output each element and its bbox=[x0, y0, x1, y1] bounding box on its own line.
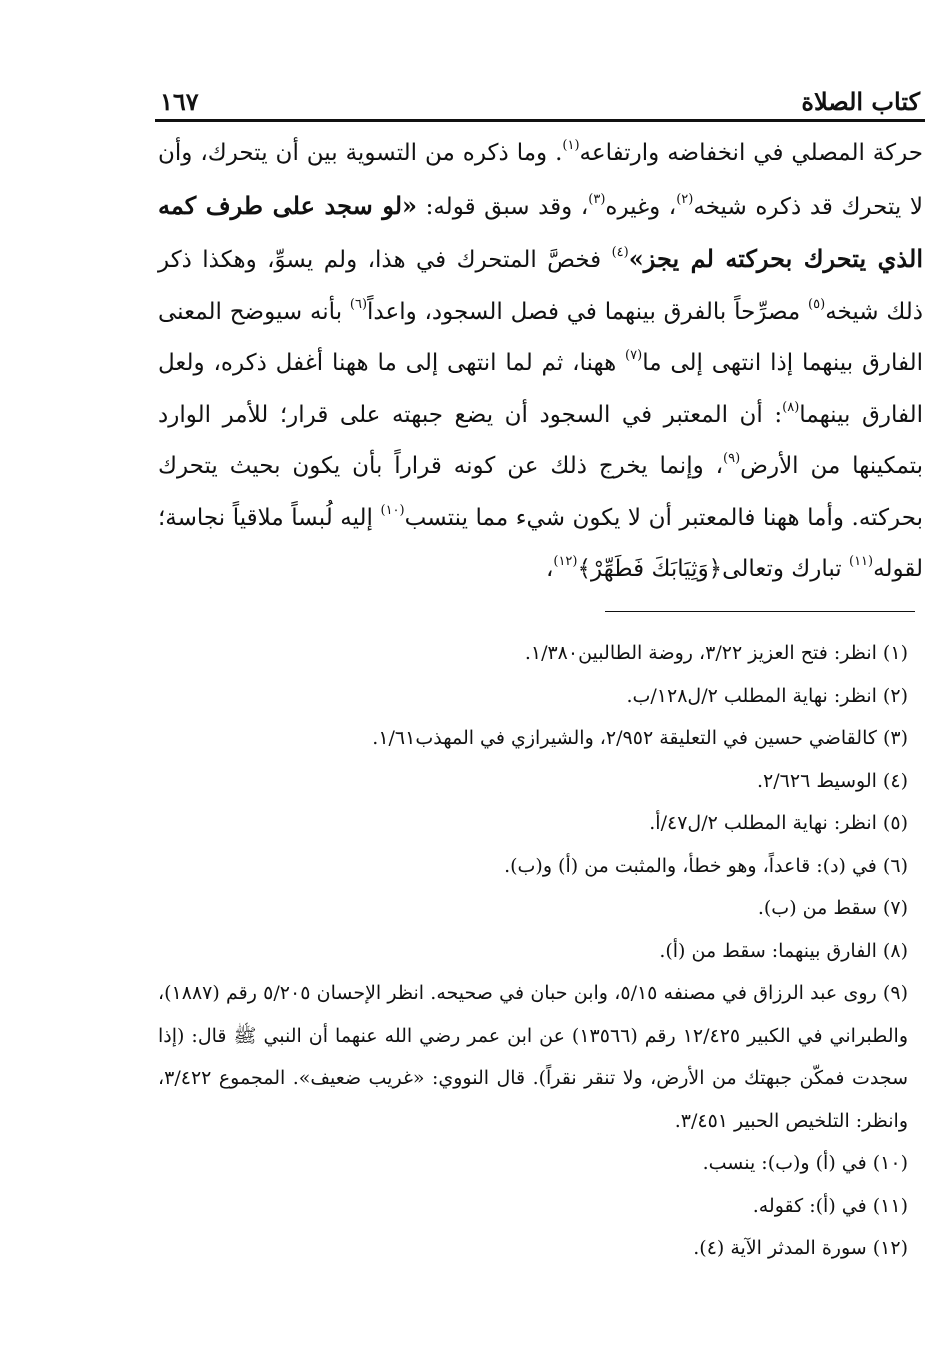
main-text bbox=[158, 128, 923, 596]
quran-verse: تبارك وتعالى﴿وَثِيَابَكَ فَطَهِّرْ﴾ bbox=[577, 556, 849, 582]
footnote-6: (٦) في (د): قاعداً، وهو خطأ، والمثبت من (أ) و(ب). bbox=[504, 854, 908, 877]
footnote-ref: (٧) bbox=[625, 348, 643, 363]
footnote-ref: (٦) bbox=[349, 296, 368, 312]
page-number: ١٦٧ bbox=[160, 87, 199, 116]
body-text-run: ههنا، ثم لما انتهى إلى ما ههنا أغفل ذكره، ولعل الفارق بينهما bbox=[158, 350, 923, 428]
footnote-ref: (٢) bbox=[676, 191, 694, 207]
chapter-title: كتاب الصلاة bbox=[801, 87, 920, 116]
footnote-5: (٥) انظر: نهاية المطلب ٢/ل٤٧/أ. bbox=[649, 812, 908, 834]
footnote-10: (١٠) في (أ) و(ب): ينسب. bbox=[702, 1152, 908, 1174]
body-text-run: فخصَّ المتحرك في هذا، ولم يسوِّ، وهكذا ذكر ذلك شيخه bbox=[158, 247, 924, 325]
footnote-9: (٩) روى عبد الرزاق في مصنفه ٥/١٥، وابن حبان في صحيحه. انظر الإحسان ٥/٢٠٥ رقم (١٨٨٧)، والطبراني في الكبير ١٢/٤٢٥ رقم (١٣٥٦٦) عن ابن عمر رضي الله عنهما أن النبي ﷺ قال: (إذا سجدت فمكّن جبهتك من الأرض، ولا تنقر نقراً). قال النووي: «غريب ضعيف». المجموع ٣/٤٢٢، وانظر: التلخيص الحبير ٣/٤٥١. bbox=[158, 982, 908, 1132]
footnote-separator bbox=[605, 611, 915, 612]
running-head bbox=[160, 82, 920, 116]
footnote-1: (١) انظر: فتح العزيز ٣/٢٢، روضة الطالبين١/٣٨٠. bbox=[524, 642, 908, 664]
footnote-7: (٧) سقط من (ب). bbox=[757, 897, 908, 919]
body-text-run: مصرِّحاً بالفرق بينهما في فصل السجود، واعداً bbox=[367, 298, 809, 325]
body-text-run: ، وغيره bbox=[605, 193, 677, 220]
body-text-run: ، وقد سبق قوله: bbox=[417, 193, 589, 220]
footnote-ref: (٤) bbox=[611, 245, 629, 260]
footnote-ref: (٥) bbox=[808, 296, 826, 312]
footnote-12: (١٢) سورة المدثر الآية (٤). bbox=[693, 1237, 908, 1259]
body-text-run: حركة المصلي في انخفاضه وارتفاعه bbox=[579, 140, 923, 166]
footnote-2: (٢) انظر: نهاية المطلب ٢/ل١٢٨/ب. bbox=[626, 684, 908, 707]
footnote-ref: (١) bbox=[562, 138, 580, 153]
body-text-run: . وما ذكره من التسوية بين أن يتحرك، وأن لا يتحرك قد ذكره شيخه bbox=[158, 140, 923, 220]
body-text-run: بأنه سيوضح المعنى الفارق بينهما إذا انتهى إلى ما bbox=[158, 298, 923, 376]
footnote-4: (٤) الوسيط ٢/٦٢٦. bbox=[757, 769, 908, 792]
footnote-8: (٨) الفارق بينهما: سقط من (أ). bbox=[659, 939, 908, 962]
footnote-ref: (٩) bbox=[723, 451, 741, 466]
footnote-ref: (٨) bbox=[782, 399, 800, 415]
footnote-11: (١١) في (أ): كقوله. bbox=[752, 1194, 908, 1217]
body-text-run: : أن المعتبر في السجود أن يضع جبهته على قرار؛ للأمر الوارد بتمكينها من الأرض bbox=[158, 401, 923, 479]
body-text-run: إليه لُبساً ملاقياً نجاسة؛ لقوله bbox=[158, 504, 923, 582]
body-text-run: ، bbox=[545, 556, 554, 582]
footnote-ref: (١٢) bbox=[553, 554, 578, 569]
header-rule bbox=[155, 119, 925, 122]
footnote-3: (٣) كالقاضي حسين في التعليقة ٢/٩٥٢، والشيرازي في المهذب١/٦١. bbox=[372, 727, 908, 749]
bold-quotation: «لو سجد على طرف كمه الذي يتحرك بحركته لم يجز» bbox=[158, 190, 924, 273]
footnote-ref: (١١) bbox=[849, 554, 874, 569]
body-text-run: ، وإنما يخرج ذلك عن كونه قراراً بأن يكون بحيث يتحرك بحركته. وأما ههنا فالمعتبر أن لا يكون شيء مما ينتسب bbox=[158, 453, 923, 531]
main-paragraph bbox=[158, 128, 923, 596]
footnotes bbox=[158, 632, 908, 1270]
footnote-ref: (٣) bbox=[588, 191, 606, 207]
footnote-ref: (١٠) bbox=[380, 502, 405, 518]
